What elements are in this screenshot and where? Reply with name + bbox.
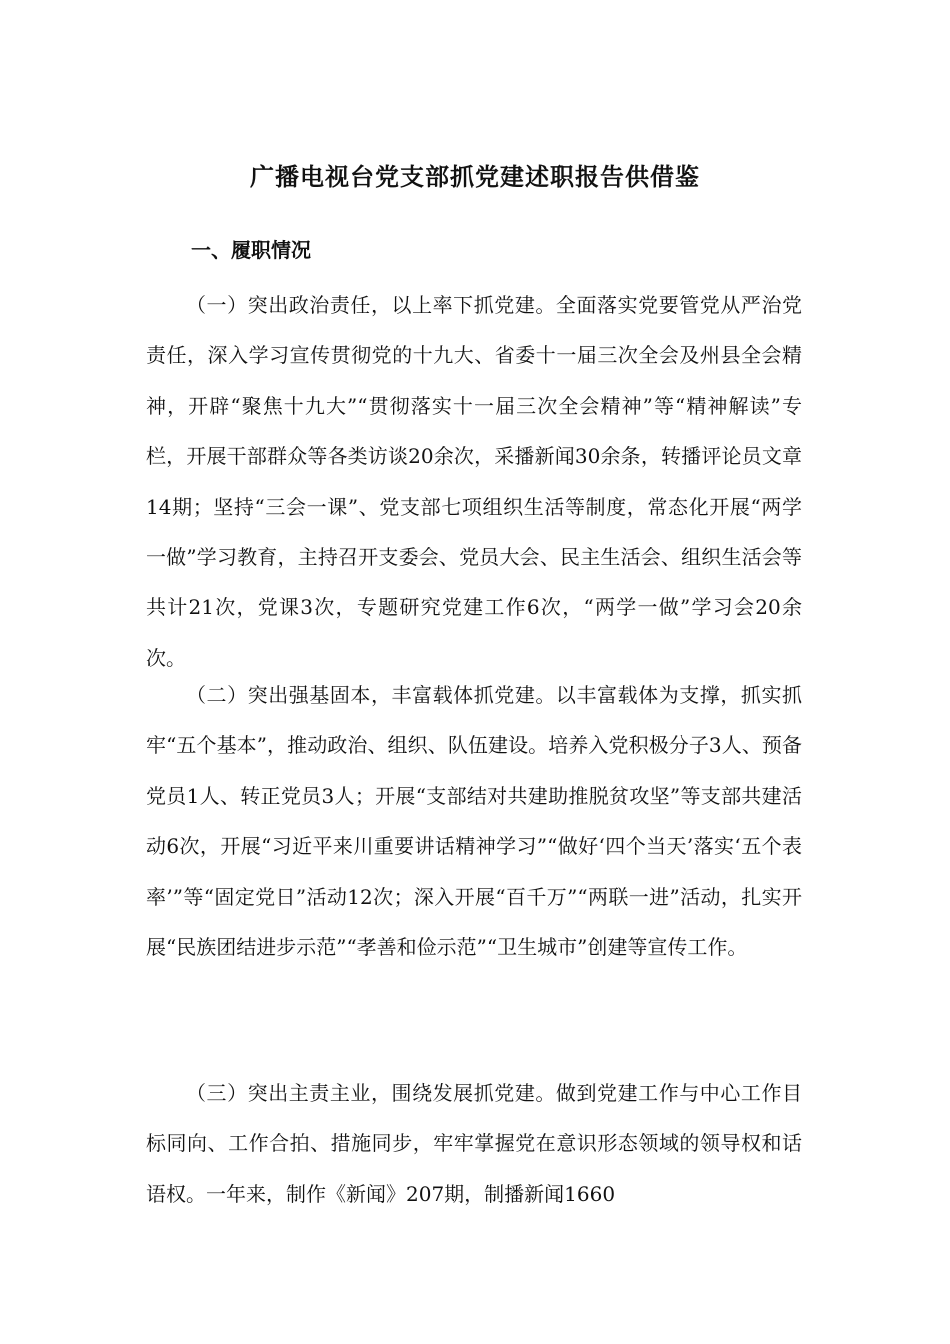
document-title: 广播电视台党支部抓党建述职报告供借鉴 (250, 162, 700, 191)
paragraph-1: （一）突出政治责任，以上率下抓党建。全面落实党要管党从严治党责任，深入学习宣传贯彻党的十九大、省委十一届三次全会及州县全会精神，开辟“聚焦十九大”“贯彻落实十一届三次全会精神”等“精神解读”专栏，开展干部群众等各类访谈20余次，采播新闻30余条，转播评论员文章14期；坚持“三会一课”、党支部七项组织生活等制度，常态化开展“两学一做”学习教育，主持召开支委会、党员大会、民主生活会、组织生活会等共计21次，党课3次，专题研究党建工作6次，“两学一做”学习会20余次。 (146, 293, 802, 670)
paragraph-3: （三）突出主责主业，围绕发展抓党建。做到党建工作与中心工作目标同向、工作合拍、措施同步，牢牢掌握党在意识形态领域的领导权和话语权。一年来，制作《新闻》207期，制播新闻1660 (146, 1081, 802, 1206)
paragraph-2: （二）突出强基固本，丰富载体抓党建。以丰富载体为支撑，抓实抓牢“五个基本”，推动政治、组织、队伍建设。培养入党积极分子3人、预备党员1人、转正党员3人；开展“支部结对共建助推脱贫攻坚”等支部共建活动6次，开展“习近平来川重要讲话精神学习”“做好‘四个当天’落实‘五个表率’”等“固定党日”活动12次；深入开展“百千万”“两联一进”活动，扎实开展“民族团结进步示范”“孝善和俭示范”“卫生城市”创建等宣传工作。 (146, 683, 802, 960)
section-heading: 一、履职情况 (191, 238, 311, 262)
